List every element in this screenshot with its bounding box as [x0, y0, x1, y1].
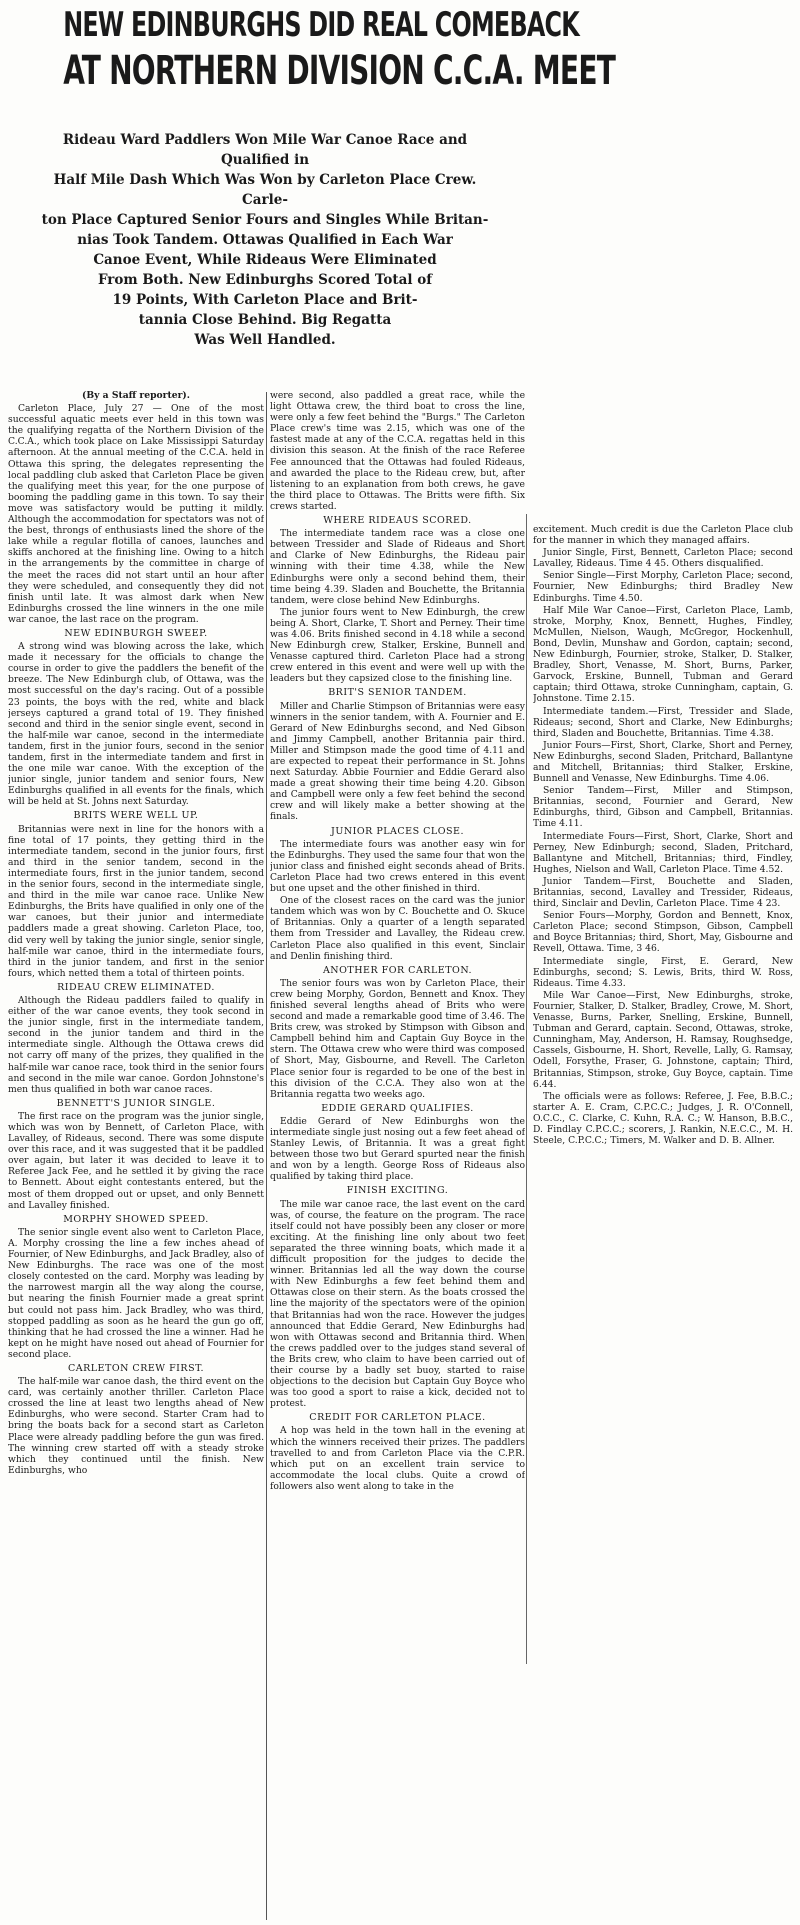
paragraph: The intermediate tandem race was a close one between Tressider and Slade of Rideaus and Short and Clarke of New Edinburghs, the Rideau pair winning with their time 4.38, while the New Edinburghs were only a second behind them, their time being 4.39. Sladen and Bouchette, the Britannia tandem, were close behind New Edinburghs.	[270, 528, 525, 606]
subheading: RIDEAU CREW ELIMINATED.	[57, 981, 215, 993]
paragraph: Britannias were next in line for the honors with a fine total of 17 points, they getting third in the intermediate tandem, second in the junior fours, first and third in the senior tandem, second in the intermediate fours, first in the junior tandem, second in the senior fours, second in the intermediate single, and third in the mile war canoe race. Unlike New Edinburghs, the Brits have qualified in only one of the war canoes, but their junior and intermediate paddlers made a great showing. Carleton Place, too, did very well by taking the junior single, senior single, half-mile war canoe, third in the intermediate fours, third in the junior tandem, and first in the senior fours, which netted them a total of thirteen points.	[8, 823, 264, 979]
article-column-3-results	[533, 524, 793, 1660]
subheading: WHERE RIDEAUS SCORED.	[323, 515, 472, 527]
subheading: MORPHY SHOWED SPEED.	[63, 1213, 209, 1225]
headline-line-2: AT NORTHERN DIVISION C.C.A. MEET	[63, 48, 616, 94]
paragraph: Eddie Gerard of New Edinburghs won the intermediate single just nosing out a few feet ahead of Stanley Lewis, of Britannia. It was a great fight between those two but Gerard spurted near the finish and won by a length. George Ross of Rideaus also qualified by taking third place.	[270, 1115, 525, 1183]
byline: (By a Staff reporter).	[82, 390, 190, 401]
officials-list: The officials were as follows: Referee, J. Fee, B.B.C.; starter A. E. Cram, C.P.C.C.; Judges, J. R. O'Connell, O.C.C., C. Clarke, C. Kuhn, R.A. C.; W. Hanson, B.B.C., D. Findlay C.P.C.C.; scorers, J. Rankin, N.E.C.C., M. H. Steele, C.P.C.C.; Timers, M. Walker and D. B. Allner.	[533, 1090, 793, 1147]
headline	[6, 2, 616, 122]
paragraph: were second, also paddled a great race, while the light Ottawa crew, the third boat to cross the line, were only a few feet behind the "Burgs." The Carleton Place crew's time was 2.15, which was one of the fastest made at any of the C.C.A. regattas held in this division this season. At the finish of the race Referee Fee announced that the Ottawas had fouled Rideaus, and awarded the place to the Rideau crew, but, after listening to an explanation from both crews, he gave the third place to Ottawas. The Britts were fifth. Six crews started.	[270, 390, 525, 512]
result-junior-fours: Junior Fours—First, Short, Clarke, Short and Perney, New Edinburghs, second Sladen, Pritchard, Ballantyne and Mitchell, Britannias; third Stalker, Erskine, Bunnell and Venasse, New Edinburghs. Time 4.06.	[533, 739, 793, 785]
subheading: BENNETT'S JUNIOR SINGLE.	[56, 1097, 216, 1109]
result-half-mile-war-canoe: Half Mile War Canoe—First, Carleton Place, Lamb, stroke, Morphy, Knox, Bennett, Hughes, Findley, McMullen, Nielson, Waugh, McGregor, Hockenhull, Bond, Devlin, Munshaw and Gordon, captain; second, New Edinburgh, Fournier, stroke, Stalker, D. Stalker, Bradley, Short, Venasse, M. Short, Burns, Parker, Garvock, Erskine, Bunnell, Tubman and Gerard captain; third Ottawa, stroke Cunningham, captain, G. Johnstone. Time 2.15.	[533, 604, 793, 705]
result-senior-fours: Senior Fours—Morphy, Gordon and Bennett, Knox, Carleton Place; second Stimpson, Gibson, Campbell and Boyce Britannias; third, Short, May, Gisbourne and Revell, Ottawa. Time, 3 46.	[533, 910, 793, 955]
headline-line-1: NEW EDINBURGHS DID REAL COMEBACK	[63, 5, 579, 45]
paragraph: Miller and Charlie Stimpson of Britannias were easy winners in the senior tandem, with A. Fournier and E. Gerard of New Edinburghs second, and Ned Gibson and Jimmy Campbell, another Britannia pair third. Miller and Stimpson made the good time of 4.11 and are expected to repeat their performance in St. Johns next Saturday. Abbie Fournier and Eddie Gerard also made a great showing their time being 4.20. Gibson and Campbell were only a few feet behind the second crew and will likely make a better showing at the finals.	[270, 700, 525, 823]
paragraph: The senior single event also went to Carleton Place, A. Morphy crossing the line a few inches ahead of Fournier, of New Edinburghs, and Jack Bradley, also of New Edinburghs. The race was one of the most closely contested on the card. Morphy was leading by the narrowest margin all the way along the course, but nearing the finish Fournier made a great sprint but could not pass him. Jack Bradley, who was third, stopped paddling as soon as he heard the gun go off, thinking that he had crossed the line a winner. Had he kept on he might have nosed out ahead of Fournier for second place.	[8, 1226, 264, 1360]
paragraph: A strong wind was blowing across the lake, which made it necessary for the officials to change the course in order to give the paddlers the benefit of the breeze. The New Edinburgh club, of Ottawa, was the most successful on the day's racing. Out of a possible 23 points, the boys with the red, white and black jerseys captured a grand total of 19. They finished second and third in the senior single event, second in the half-mile war canoe, second in the intermediate tandem, first in the junior fours, second in the senior tandem, first in the intermediate tandem and first in the one mile war canoe. With the exception of the junior single, junior tandem and senior fours, New Edinburghs qualified in all events for the finals, which will be held at St. Johns next Saturday.	[8, 641, 264, 808]
article-column-2	[270, 390, 525, 1920]
paragraph: The junior fours went to New Edinburgh, the crew being A. Short, Clarke, T. Short and Perney. Their time was 4.06. Brits finished second in 4.18 while a second New Edinburgh crew, Stalker, Erskine, Bunnell and Venasse captured third. Carleton Place had a strong crew entered in this event and were well up with the leaders but they capsized close to the finishing line.	[270, 606, 525, 685]
subheading: FINISH EXCITING.	[346, 1185, 449, 1197]
result-intermediate-single: Intermediate single, First, E. Gerard, New Edinburghs, second; S. Lewis, Brits, third W. Ross, Rideaus. Time 4.33.	[533, 955, 793, 989]
paragraph: The first race on the program was the junior single, which was won by Bennett, of Carleton Place, with Lavalley, of Rideaus, second. There was some dispute over this race, and it was suggested that it be paddled over again, but later it was decided to leave it to Referee Jack Fee, and he settled it by giving the race to Bennett. About eight contestants entered, but the most of them dropped out or upset, and only Bennett and Lavalley finished.	[8, 1110, 264, 1211]
subheading: NEW EDINBURGH SWEEP.	[64, 627, 208, 639]
result-intermediate-fours: Intermediate Fours—First, Short, Clarke, Short and Perney, New Edinburgh; second, Sladen, Pritchard, Ballantyne and Mitchell, Britannias; third, Findley, Hughes, Nielson and Wall, Carleton Place. Time 4.52.	[533, 830, 793, 875]
result-junior-single: Junior Single, First, Bennett, Carleton Place; second Lavalley, Rideaus. Time 4 45. Others disqualified.	[533, 547, 793, 570]
result-senior-single: Senior Single—First Morphy, Carleton Place; second, Fournier, New Edinburghs; third Bradley New Edinburghs. Time 4.50.	[533, 570, 793, 604]
subheading: JUNIOR PLACES CLOSE.	[331, 825, 464, 837]
subheading: CREDIT FOR CARLETON PLACE.	[309, 1412, 486, 1424]
subheadline-deck: Rideau Ward Paddlers Won Mile War Canoe Race and Qualified in Half Mile Dash Which Was Won by Carleton Place Crew. Carle- ton Place Captured Senior Fours and Singles While Britan- nias Took Tandem. Ottawas Qualified in Each War Canoe Event, While Rideaus Were Eliminated From Both. New Edinburghs Scored Total of 19 Points, With Carleton Place and Brit- tannia Close Behind. Big Regatta Was Well Handled.	[41, 132, 489, 348]
subheading: CARLETON CREW FIRST.	[67, 1362, 205, 1374]
paragraph: One of the closest races on the card was the junior tandem which was won by C. Bouchette and O. Skuce of Britannias. Only a quarter of a length separated them from Tressider and Lavalley, the Rideau crew. Carleton Place also qualified in this event, Sinclair and Denlin finishing third.	[270, 895, 525, 962]
result-senior-tandem: Senior Tandem—First, Miller and Stimpson, Britannias, second, Fournier and Gerard, New Edinburghs, third, Gibson and Campbell, Britannias. Time 4.11.	[533, 785, 793, 830]
result-mile-war-canoe: Mile War Canoe—First, New Edinburghs, stroke, Fournier, Stalker, D. Stalker, Bradley, Crowe, M. Short, Venasse, Burns, Parker, Snelling, Erskine, Bunnell, Tubman and Gerard, captain. Second, Ottawas, stroke, Cunningham, May, Anderson, H. Ramsay, Roughsedge, Cassels, Gisbourne, H. Short, Revelle, Lally, G. Ramsay, Odell, Forsythe, Fraser, G. Johnstone, captain; Third, Britannias, Stimpson, stroke, Guy Boyce, captain. Time 6.44.	[533, 989, 793, 1090]
paragraph: excitement. Much credit is due the Carleton Place club for the manner in which they managed affairs.	[533, 524, 793, 547]
paragraph: The senior fours was won by Carleton Place, their crew being Morphy, Gordon, Bennett and Knox. They finished several lengths ahead of Brits who were second and made a remarkable good time of 3.46. The Brits crew, was stroked by Stimpson with Gibson and Campbell behind him and Captain Guy Boyce in the stern. The Ottawa crew who were third was composed of Short, May, Gisbourne, and Revell. The Carleton Place senior four is regarded to be one of the best in this division of the C.C.A. They also won at the Britannia regatta two weeks ago.	[270, 977, 525, 1100]
subheading: BRIT'S SENIOR TANDEM.	[328, 687, 467, 699]
paragraph: A hop was held in the town hall in the evening at which the winners received their prizes. The paddlers travelled to and from Carleton Place via the C.P.R. which put on an excellent train service to accommodate the local clubs. Quite a crowd of followers also went along to take in the	[270, 1425, 525, 1492]
paragraph: Although the Rideau paddlers failed to qualify in either of the war canoe events, they took second in the junior single, first in the intermediate tandem, second in the junior tandem and third in the intermediate single. Although the Ottawa crews did not carry off many of the prizes, they qualified in the half-mile war canoe race, took third in the senior fours and second in the mile war canoe. Gordon Johnstone's men thus qualified in both war canoe races.	[8, 994, 264, 1095]
paragraph: Carleton Place, July 27 — One of the most successful aquatic meets ever held in this town was the qualifying regatta of the Northern Division of the C.C.A., which took place on Lake Mississippi Saturday afternoon. At the annual meeting of the C.C.A. held in Ottawa this spring, the delegates representing the local paddling club asked that Carleton Place be given the qualifying meet this year, for the one purpose of booming the paddling game in this town. To say their move was satisfactory would be putting it mildly. Although the accommodation for spectators was not of the best, throngs of enthusiasts lined the shore of the lake while a regular flotilla of canoes, launches and skiffs anchored at the finishing line. Owing to a hitch in the arrangements by the committee in charge of the meet the races did not start until an hour after they were scheduled, and consequently they did not finish until late. It was almost dark when New Edinburghs crossed the line winners in the one mile war canoe, the last race on the program.	[8, 403, 264, 625]
paragraph: The mile war canoe race, the last event on the card was, of course, the feature on the program. The race itself could not have possibly been any closer or more exciting. At the finishing line only about two feet separated the three winning boats, which made it a difficult proposition for the judges to decide the winner. Britannias led all the way down the course with New Edinburghs a few feet behind them and Ottawas close on their stern. As the boats crossed the line the majority of the spectators were of the opinion that Britannias had won the race. However the judges announced that Eddie Gerard, New Edinburghs had won with Ottawas second and Britannia third. When the crews paddled over to the judges stand several of the Brits crew, who claim to have been carried out of their course by a badly set buoy, started to raise objections to the decision but Captain Guy Boyce who was too good a sport to raise a kick, decided not to protest.	[270, 1198, 525, 1410]
result-intermediate-tandem: Intermediate tandem.—First, Tressider and Slade, Rideaus; second, Short and Clarke, New Edinburghs; third, Sladen and Bouchette, Britannias. Time 4.38.	[533, 705, 793, 739]
subheading: EDDIE GERARD QUALIFIES.	[321, 1102, 474, 1114]
subheading: ANOTHER FOR CARLETON.	[322, 964, 473, 976]
paragraph: The half-mile war canoe dash, the third event on the card, was certainly another thriller. Carleton Place crossed the line at least two lengths ahead of New Edinburghs, who were second. Starter Cram had to bring the boats back for a second start as Carleton Place were already paddling before the gun was fired. The winning crew started off with a steady stroke which they continued until the finish. New Edinburghs, who	[8, 1376, 264, 1476]
result-junior-tandem: Junior Tandem—First, Bouchette and Sladen, Britannias, second, Lavalley and Tressider, Rideaus, third, Sinclair and Devlin, Carleton Place. Time 4 23.	[533, 875, 793, 910]
article-column-1	[8, 390, 264, 1920]
paragraph: The intermediate fours was another easy win for the Edinburghs. They used the same four that won the junior class and finished eight seconds ahead of Brits. Carleton Place had two crews entered in this event but one upset and the other finished in third.	[270, 838, 525, 895]
column-rule-1	[266, 392, 267, 1920]
subheading: BRITS WERE WELL UP.	[73, 810, 199, 822]
